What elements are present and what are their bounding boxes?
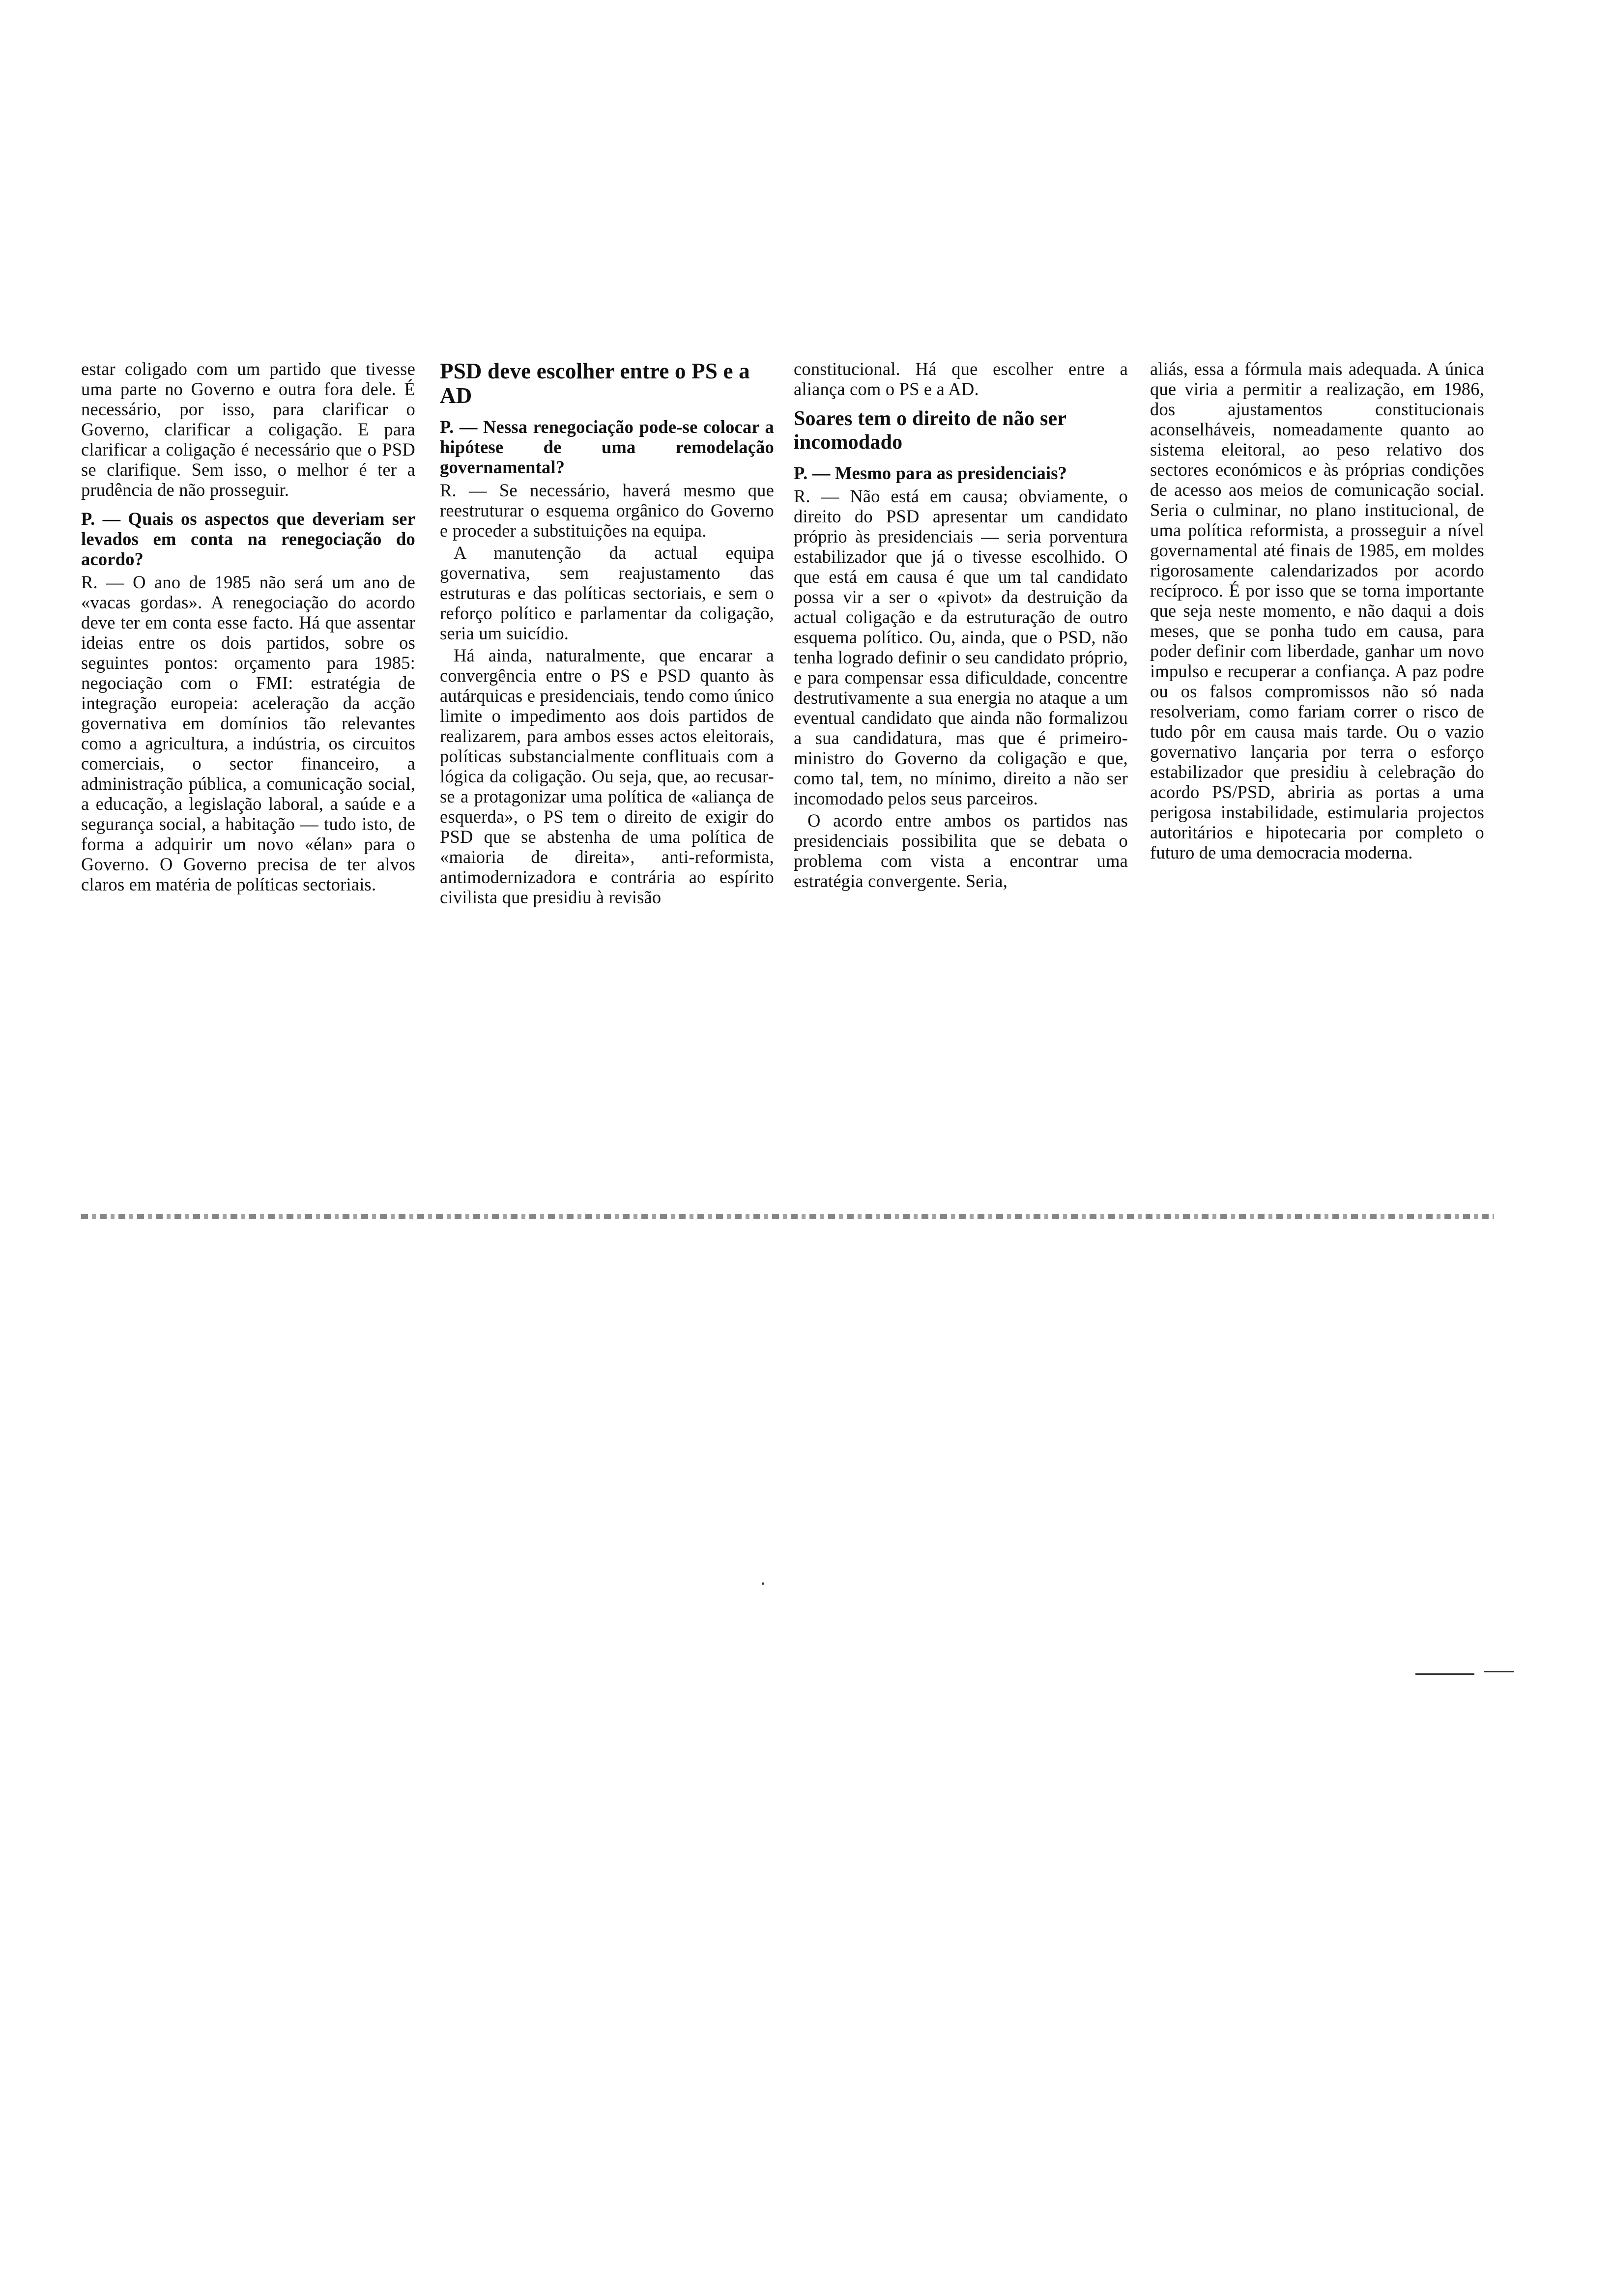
- scan-mark: [1415, 1673, 1474, 1675]
- paragraph: O acordo entre ambos os partidos nas presidenciais possibilita que se debata o problema com vista a encontrar uma estratégia convergente. Seria,: [794, 810, 1128, 891]
- paragraph: estar coligado com um partido que tivesse uma parte no Governo e outra fora dele. É necessário, por isso, para clarificar o Governo, clarificar a coligação. E para clarificar a coligação é necessário que o PSD se clarifique. Sem isso, o melhor é ter a prudência de não prosseguir.: [81, 359, 415, 500]
- interview-question: P. — Nessa renegociação pode-se colocar a hipótese de uma remodelação governamental?: [440, 417, 774, 477]
- section-headline: Soares tem o direito de não ser incomodado: [794, 407, 1066, 454]
- section-headline: PSD deve escolher entre o PS e a AD: [440, 359, 750, 408]
- paragraph: constitucional. Há que escolher entre a aliança com o PS e a AD.: [794, 359, 1128, 399]
- newspaper-clipping: [74, 359, 1494, 1268]
- scan-speck: [762, 1582, 764, 1585]
- paragraph: Há ainda, naturalmente, que encarar a convergência entre o PS e PSD quanto às autárquicas e presidenciais, tendo como único limite o impedimento aos dois partidos de realizarem, para ambos esses actos eleitorais, políticas substancialmente conflituais com a lógica da coligação. Ou seja, que, ao recusar-se a protagonizar uma política de «aliança de esquerda», o PS tem o direito de exigir do PSD que se abstenha de uma política de «maioria de direita», anti-reformista, antimodernizadora e contrária ao espírito civilista que presidiu à revisão: [440, 645, 774, 907]
- scan-edge-rule: [81, 1214, 1494, 1219]
- article-column-4: [1150, 359, 1484, 864]
- article-column-1: [81, 359, 415, 896]
- interview-question: P. — Mesmo para as presidenciais?: [794, 463, 1067, 483]
- paragraph: R. — Não está em causa; obviamente, o direito do PSD apresentar um candidato próprio às presidenciais — seria porventura estabilizador que já o tivesse escolhido. O que está em causa é que um tal candidato possa vir a ser o «pivot» da destruição da actual coligação e da estruturação de outro esquema político. Ou, ainda, que o PSD, não tenha logrado definir o seu candidato próprio, e para compensar essa dificuldade, concentre destrutivamente a sua energia no ataque a um eventual candidato que ainda não formalizou a sua candidatura, mas que é primeiro-ministro do Governo da coligação e que, como tal, tem, no mínimo, direito a não ser incomodado pelos seus parceiros.: [794, 486, 1128, 808]
- paragraph: aliás, essa a fórmula mais adequada. A única que viria a permitir a realização, em 1986, dos ajustamentos constitucionais aconselháveis, nomeadamente quanto ao sistema eleitoral, ao peso relativo dos sectores económicos e às próprias condições de acesso aos meios de comunicação social. Seria o culminar, no plano institucional, de uma política reformista, a prosseguir a nível governamental até finais de 1985, em moldes rigorosamente calendarizados por acordo recíproco. É por isso que se torna importante que seja neste momento, e não daqui a dois meses, que se ponha tudo em causa, para poder definir com liberdade, ganhar um novo impulso e recuperar a confiança. A paz podre ou os falsos compromissos não só nada resolveriam, como fariam correr o risco de tudo pôr em causa mais tarde. Ou o vazio governativo lançaria por terra o esforço estabilizador que presidiu à celebração do acordo PS/PSD, abriria as portas a uma perigosa instabilidade, estimularia projectos autoritários e hipotecaria por completo o futuro de uma democracia moderna.: [1150, 359, 1484, 862]
- paragraph: R. — Se necessário, haverá mesmo que reestruturar o esquema orgânico do Governo e proceder a substituições na equipa.: [440, 480, 774, 541]
- article-column-2: [440, 359, 774, 909]
- paragraph: A manutenção da actual equipa governativa, sem reajustamento das estruturas e das políticas sectoriais, e sem o reforço político e parlamentar da coligação, seria um suicídio.: [440, 543, 774, 643]
- interview-question: P. — Quais os aspectos que deveriam ser levados em conta na renegociação do acordo?: [81, 509, 415, 569]
- scan-mark: [1484, 1671, 1514, 1672]
- article-column-3: [794, 359, 1128, 893]
- paragraph: R. — O ano de 1985 não será um ano de «vacas gordas». A renegociação do acordo deve ter em conta esse facto. Há que assentar ideias entre os dois partidos, sobre os seguintes pontos: orçamento para 1985: negociação com o FMI: estratégia de integração europeia: aceleração da acção governativa em domínios tão relevantes como a agricultura, a indústria, os circuitos comerciais, o sector financeiro, a administração pública, a comunicação social, a educação, a legislação laboral, a saúde e a segurança social, a habitação — tudo isto, de forma a adquirir um novo «élan» para o Governo. O Governo precisa de ter alvos claros em matéria de políticas sectoriais.: [81, 572, 415, 894]
